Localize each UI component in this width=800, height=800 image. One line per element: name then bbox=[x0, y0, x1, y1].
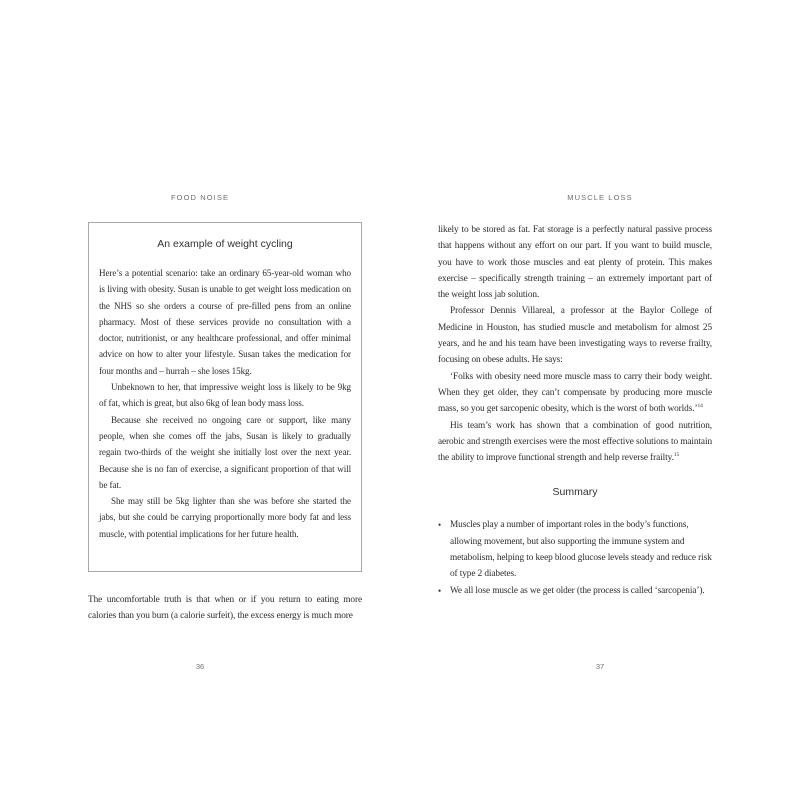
box-paragraph: Unbeknown to her, that impressive weight loss is likely to be 9kg of fat, which is great, but also 6kg of lean body mass loss. bbox=[99, 382, 351, 409]
bullet-text: We all lose muscle as we get older (the process is called ‘sarcopenia’). bbox=[450, 585, 705, 596]
list-item bbox=[438, 583, 712, 599]
box-paragraph: She may still be 5kg lighter than she was before she started the jabs, but she could be carrying proportionally more body fat and less muscle, with potential implications for her future health. bbox=[99, 496, 351, 539]
list-item bbox=[438, 517, 712, 582]
case-study-box bbox=[88, 222, 362, 572]
bullet-icon: • bbox=[438, 520, 442, 531]
summary-heading: Summary bbox=[552, 486, 598, 499]
body-paragraph: likely to be stored as fat. Fat storage is a perfectly natural passive process that happens without any effort on our part. If you want to build muscle, you have to work those muscles and eat plenty of protein. This makes exercise – specifically strength training – an extremely important part of the weight loss jab solution. bbox=[438, 225, 712, 301]
running-head-left: FOOD NOISE bbox=[170, 193, 230, 202]
box-paragraph: Here’s a potential scenario: take an ordinary 65-year-old woman who is living with obesity. Susan is unable to get weight loss medication on the NHS so she orders a course of pre-filled pens from an online pharmacy. Most of these services provide no consultation with a doctor, nutritionist, or any healthcare professional, and offer minimal advice on how to alter your lifestyle. Susan takes the medication for four months and – hurrah – she loses 15kg. bbox=[99, 268, 351, 376]
body-paragraph bbox=[438, 418, 712, 467]
left-body-text bbox=[88, 592, 362, 625]
page-number-right: 37 bbox=[595, 662, 605, 671]
endnote-ref: 15 bbox=[673, 452, 680, 459]
quote-paragraph bbox=[438, 369, 712, 418]
right-page bbox=[400, 0, 800, 800]
running-head-right: MUSCLE LOSS bbox=[567, 193, 633, 202]
bullet-icon: • bbox=[438, 585, 442, 596]
box-paragraph: Because she received no ongoing care or support, like many people, when she comes off the jabs, Susan is likely to gradually regain two-thirds of the weight she initially lost over the next year. Because she is no fan of exercise, a significant proportion of that will be fat. bbox=[99, 414, 351, 490]
quote-text: ‘Folks with obesity need more muscle mass to carry their body weight. When they get older, they can’t compensate by producing more muscle mass, so you get sarcopenic obesity, which is the worst of both worlds.’ bbox=[438, 371, 712, 415]
final-paragraph-text: His team’s work has shown that a combination of good nutrition, aerobic and strength exercises were the most effective solutions to maintain the ability to improve functional strength and help reverse frailty. bbox=[438, 420, 712, 464]
endnote-ref: 14 bbox=[697, 403, 703, 410]
body-paragraph: Professor Dennis Villareal, a professor at the Baylor College of Medicine in Houston, has studied muscle and metabolism for almost 25 years, and he and his team have been investigating ways to reverse frailty, focusing on obese adults. He says: bbox=[438, 306, 712, 366]
right-body-text bbox=[438, 222, 712, 599]
bullet-text: Muscles play a number of important roles in the body’s functions, allowing movement, but also supporting the immune system and metabolism, helping to keep blood glucose levels steady and reduce risk of type 2 diabetes. bbox=[450, 520, 712, 580]
summary-list bbox=[438, 517, 712, 598]
page-number-left: 36 bbox=[195, 662, 205, 671]
body-paragraph: The uncomfortable truth is that when or if you return to eating more calories than you burn (a calorie surfeit), the excess energy is much more bbox=[88, 595, 362, 622]
box-title: An example of weight cycling bbox=[157, 238, 293, 250]
